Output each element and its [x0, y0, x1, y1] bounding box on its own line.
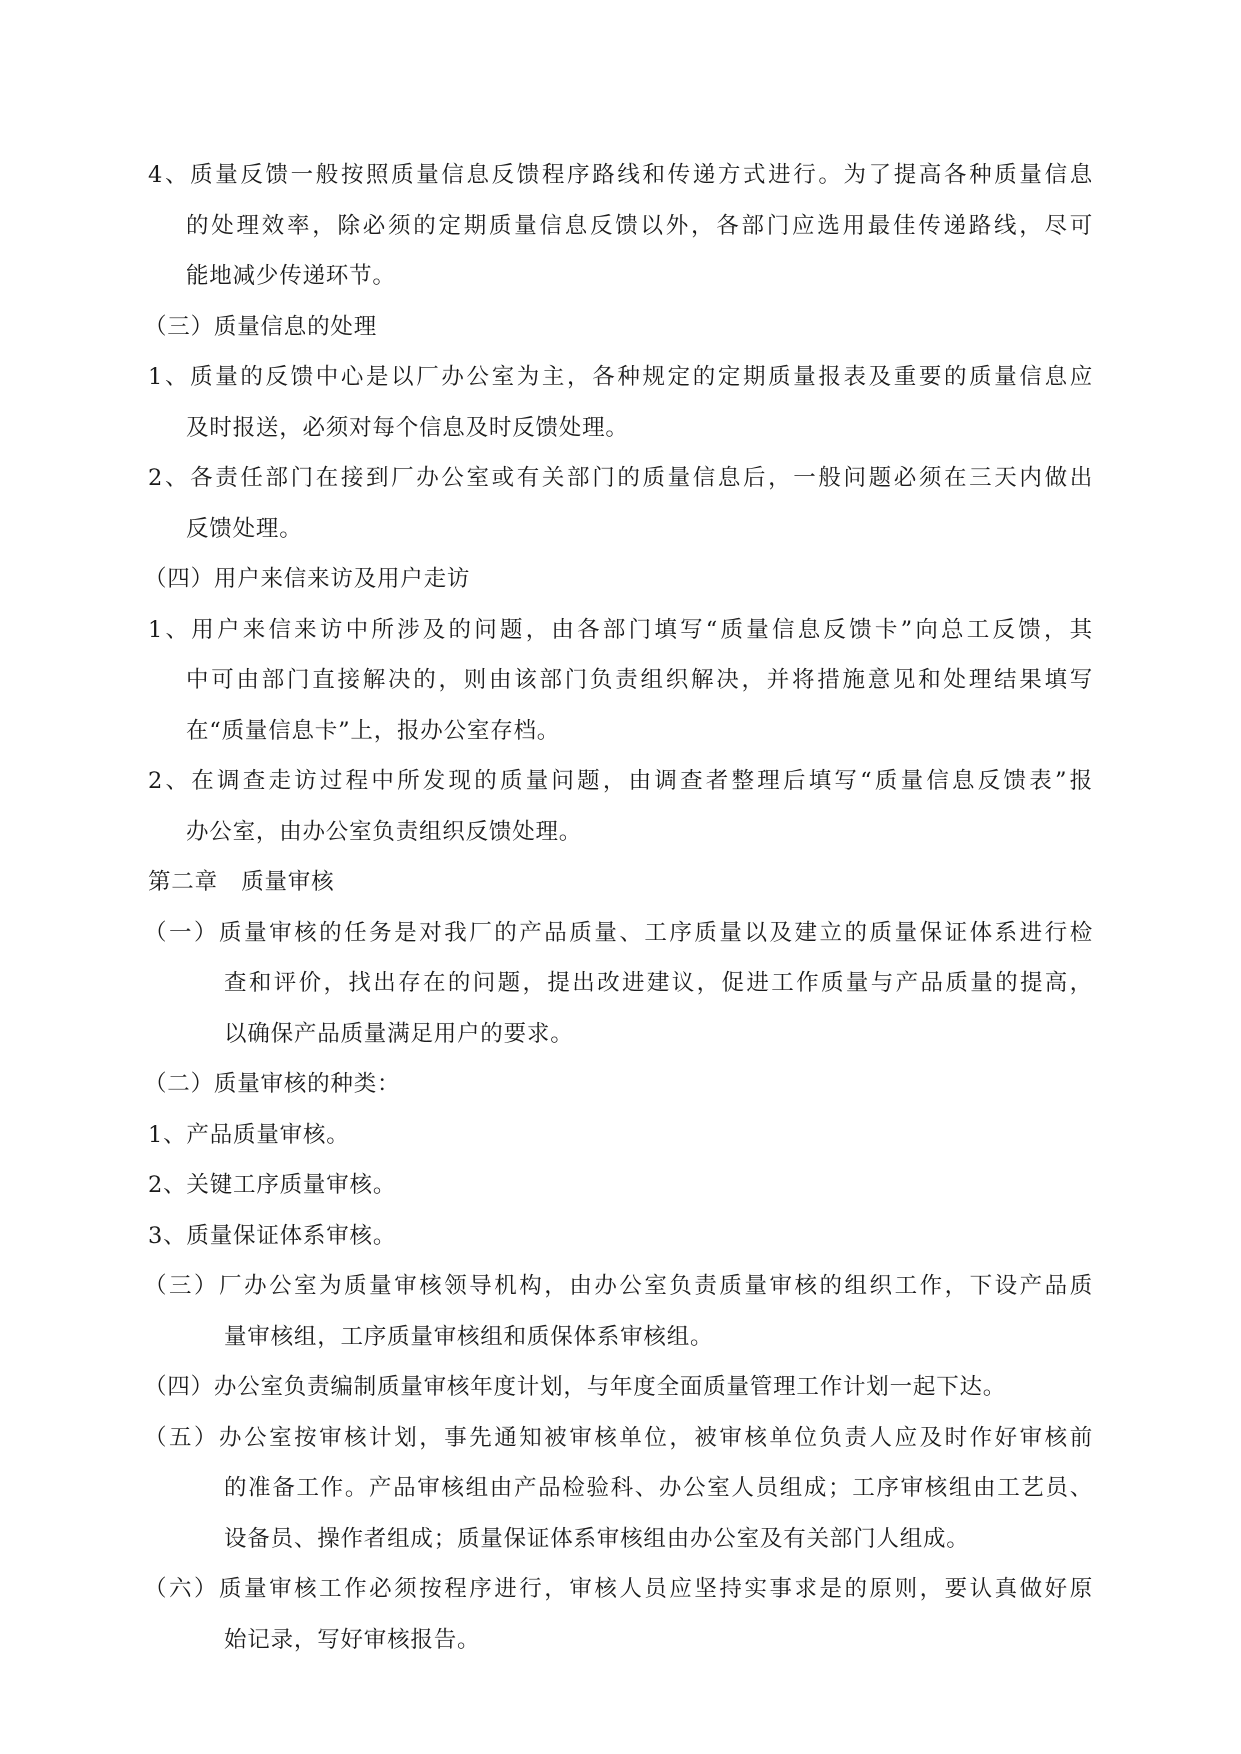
item-line: 反馈处理。	[186, 515, 303, 542]
chapter-line: 第二章 质量审核	[148, 869, 335, 895]
item-line: 的处理效率，除必须的定期质量信息反馈以外，各部门应选用最佳传递路线，尽可	[186, 212, 1093, 239]
para-line: 以确保产品质量满足用户的要求。	[224, 1020, 574, 1047]
para-line: （六）质量审核工作必须按程序进行，审核人员应坚持实事求是的原则，要认真做好原	[144, 1576, 1093, 1602]
item-line: 能地减少传递环节。	[186, 263, 396, 289]
item-line: 4、质量反馈一般按照质量信息反馈程序路线和传递方式进行。为了提高各种质量信息	[148, 162, 1093, 188]
item-line: 在“质量信息卡”上，报办公室存档。	[186, 717, 561, 744]
block-item	[148, 756, 1093, 857]
block-item	[148, 150, 1093, 302]
para-line: 量审核组，工序质量审核组和质保体系审核组。	[224, 1323, 714, 1350]
para-line: （四）办公室负责编制质量审核年度计划，与年度全面质量管理工作计划一起下达。	[144, 1374, 1007, 1400]
para-line: 设备员、操作者组成；质量保证体系审核组由办公室及有关部门人组成。	[224, 1525, 970, 1552]
item-line: 2、关键工序质量审核。	[148, 1172, 397, 1198]
block-item	[148, 605, 1093, 757]
item-line: 1、用户来信来访中所涉及的问题，由各部门填写“质量信息反馈卡”向总工反馈，其	[148, 616, 1093, 643]
item-line: 2、各责任部门在接到厂办公室或有关部门的质量信息后，一般问题必须在三天内做出	[148, 465, 1093, 491]
block-para	[144, 908, 1093, 1060]
block-heading	[144, 1059, 1093, 1110]
block-item	[148, 1110, 1093, 1161]
para-line: 查和评价，找出存在的问题，提出改进建议，促进工作质量与产品质量的提高，	[224, 970, 1093, 996]
para-line: （五）办公室按审核计划，事先通知被审核单位，被审核单位负责人应及时作好审核前	[144, 1424, 1093, 1451]
block-para	[144, 1413, 1093, 1565]
item-line: 3、质量保证体系审核。	[148, 1222, 397, 1249]
block-para	[144, 1362, 1093, 1413]
para-line: （三）厂办公室为质量审核领导机构，由办公室负责质量审核的组织工作，下设产品质	[144, 1273, 1093, 1299]
block-chapter	[148, 857, 1093, 908]
item-line: 办公室，由办公室负责组织反馈处理。	[186, 818, 583, 845]
block-item	[148, 352, 1093, 453]
block-para	[144, 1261, 1093, 1362]
block-heading	[144, 554, 1093, 605]
item-line: 1、质量的反馈中心是以厂办公室为主，各种规定的定期质量报表及重要的质量信息应	[148, 364, 1093, 390]
block-para	[144, 1564, 1093, 1665]
heading-line: （三）质量信息的处理	[144, 313, 378, 340]
heading-line: （二）质量审核的种类：	[144, 1071, 401, 1097]
para-line: 的准备工作。产品审核组由产品检验科、办公室人员组成；工序审核组由工艺员、	[224, 1475, 1093, 1501]
para-line: （一）质量审核的任务是对我厂的产品质量、工序质量以及建立的质量保证体系进行检	[144, 919, 1093, 946]
heading-line: （四）用户来信来访及用户走访	[144, 566, 471, 592]
item-line: 1、产品质量审核。	[148, 1121, 350, 1148]
block-heading	[144, 302, 1093, 353]
document-body	[144, 150, 1093, 1665]
block-item	[148, 1160, 1093, 1211]
item-line: 2、在调查走访过程中所发现的质量问题，由调查者整理后填写“质量信息反馈表”报	[148, 768, 1093, 794]
block-item	[148, 1211, 1093, 1262]
item-line: 及时报送，必须对每个信息及时反馈处理。	[186, 414, 629, 441]
para-line: 始记录，写好审核报告。	[224, 1626, 481, 1653]
item-line: 中可由部门直接解决的，则由该部门负责组织解决，并将措施意见和处理结果填写	[186, 667, 1093, 693]
block-item	[148, 453, 1093, 554]
